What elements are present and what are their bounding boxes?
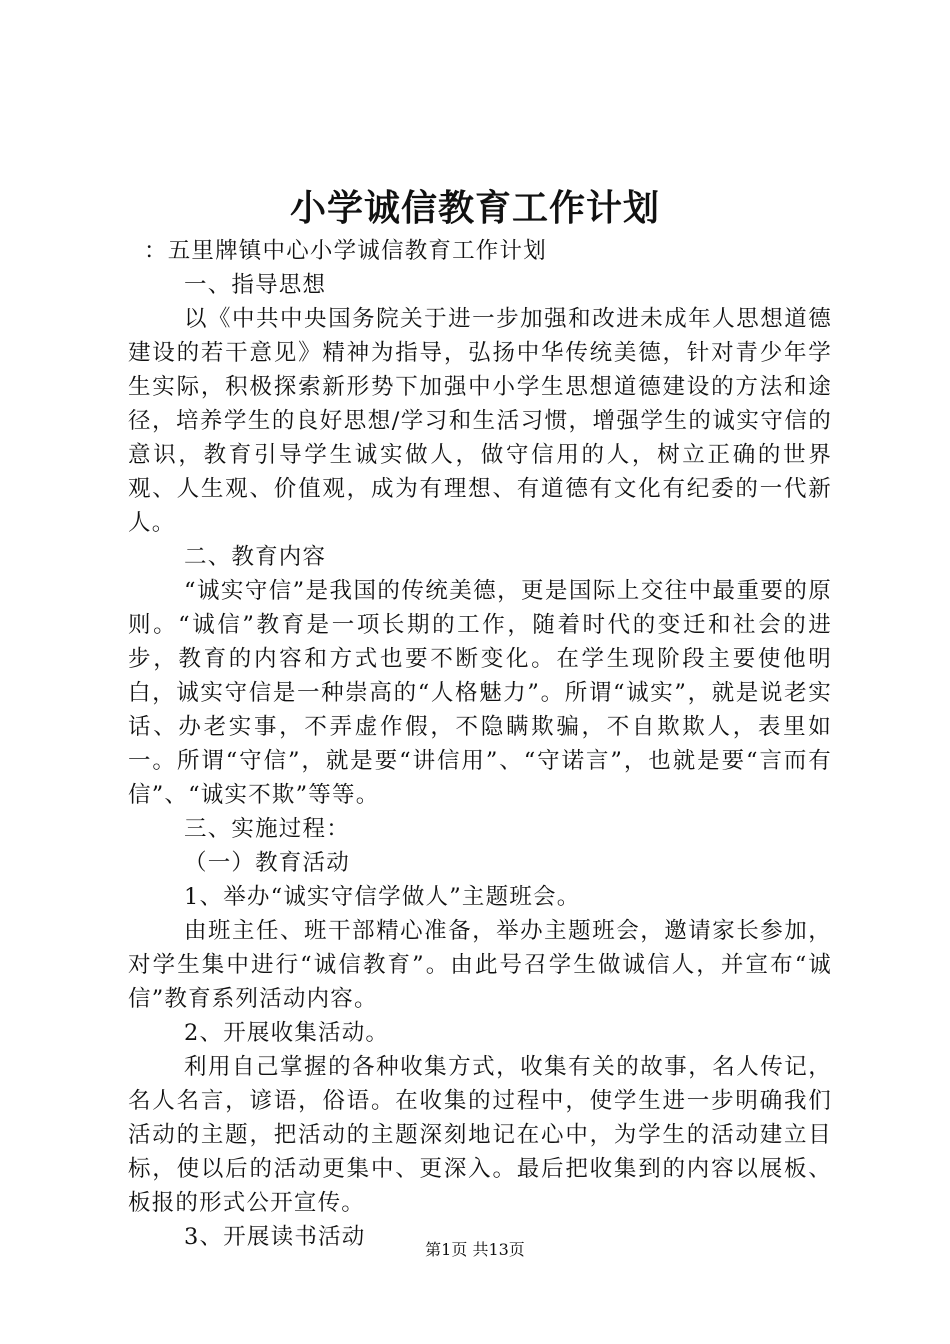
- page-footer: 第1页 共13页: [425, 1240, 525, 1259]
- item-heading-class-meeting: 1、举办“诚实守信学做人”主题班会。: [184, 884, 581, 910]
- paragraph-subtitle: ：五里牌镇中心小学诚信教育工作计划: [144, 238, 547, 264]
- item-heading-collection: 2、开展收集活动。: [184, 1020, 390, 1046]
- section-heading-guiding-thought: 一、指导思想: [184, 272, 327, 298]
- subsection-heading-activities: （一）教育活动: [184, 850, 350, 876]
- paragraph-class-meeting: 由班主任、班干部精心准备，举办主题班会，邀请家长参加，对学生集中进行“诚信教育”。由此号召学生做诚信人，并宣布“诚信”教育系列活动内容。: [128, 918, 832, 1012]
- section-heading-content: 二、教育内容: [184, 544, 327, 570]
- document-title: 小学诚信教育工作计划: [289, 187, 660, 229]
- paragraph-content: “诚实守信”是我国的传统美德，更是国际上交往中最重要的原则。“诚信”教育是一项长期的工作，随着时代的变迁和社会的进步，教育的内容和方式也要不断变化。在学生现阶段主要使他明白，诚实守信是一种崇高的“人格魅力”。所谓“诚实”，就是说老实话、办老实事，不弄虚作假，不隐瞒欺骗，不自欺欺人，表里如一。所谓“守信”，就是要“讲信用”、“守诺言”，也就是要“言而有信”、“诚实不欺”等等。: [128, 578, 832, 808]
- paragraph-guiding-thought: 以《中共中央国务院关于进一步加强和改进未成年人思想道德建设的若干意见》精神为指导，弘扬中华传统美德，针对青少年学生实际，积极探索新形势下加强中小学生思想道德建设的方法和途径，培养学生的良好思想/学习和生活习惯，增强学生的诚实守信的意识，教育引导学生诚实做人，做守信用的人，树立正确的世界观、人生观、价值观，成为有理想、有道德有文化有纪委的一代新人。: [128, 306, 832, 536]
- section-heading-implementation: 三、实施过程：: [184, 816, 350, 842]
- document-body: [128, 234, 832, 1254]
- item-heading-reading: 3、开展读书活动: [184, 1224, 366, 1250]
- paragraph-collection: 利用自己掌握的各种收集方式，收集有关的故事，名人传记，名人名言，谚语，俗语。在收集的过程中，使学生进一步明确我们活动的主题，把活动的主题深刻地记在心中，为学生的活动建立目标，使以后的活动更集中、更深入。最后把收集到的内容以展板、板报的形式公开宣传。: [128, 1054, 832, 1216]
